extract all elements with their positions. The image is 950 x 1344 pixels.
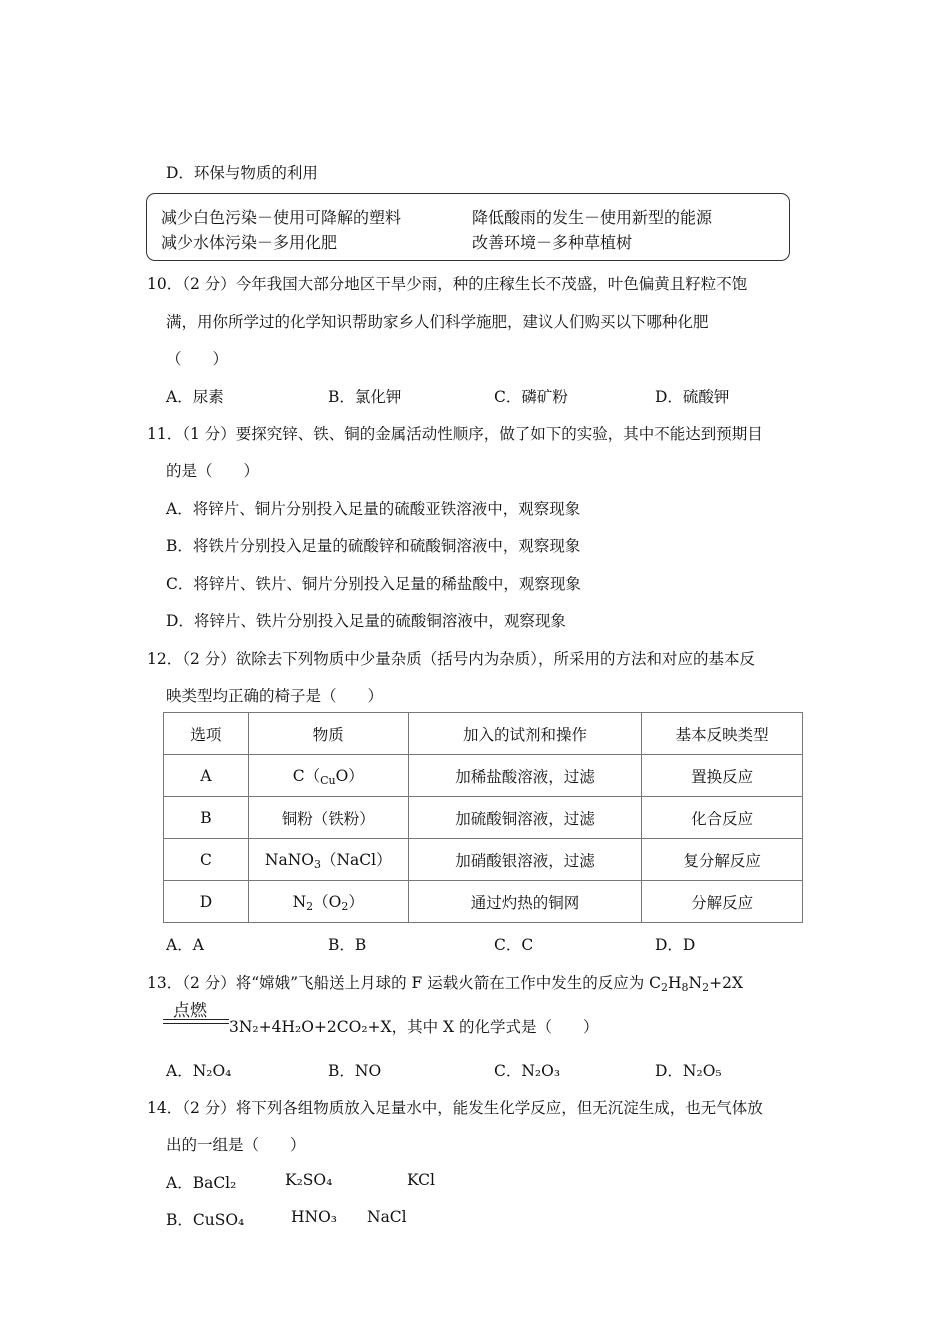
table-header: 基本反映类型 [642, 713, 803, 755]
table-cell-substance [248, 881, 408, 923]
q9-option-d-box [146, 193, 790, 261]
q14-option-b-label: B．CuSO₄ [166, 1211, 245, 1229]
substance-text: NaNO [264, 851, 314, 869]
q13-stem-text: 13．（2 分）将“嫦娥”飞船送上月球的 F 运载火箭在工作中发生的反应为 C [147, 974, 662, 992]
substance-mid: （O [313, 893, 342, 911]
q11-stem-line1: 11．（1 分）要探究锌、铁、铜的金属活动性顺序，做了如下的实验，其中不能达到预期目 [147, 425, 763, 443]
table-cell-substance [248, 839, 408, 881]
substance-text: C（ [292, 767, 321, 785]
box-cell-2-2: 改善环境－多种草植树 [472, 233, 633, 252]
table-row [164, 755, 803, 797]
box-cell-1-2: 减少水体污染－多用化肥 [161, 233, 338, 252]
formula-tail: +2X [709, 974, 743, 992]
q10-stem-line2: 满，用你所学过的化学知识帮助家乡人们科学施肥，建议人们购买以下哪种化肥 [166, 313, 709, 331]
table-header: 选项 [164, 713, 249, 755]
q9-option-d: D．环保与物质的利用 [166, 164, 318, 182]
q13-stem-line1 [147, 971, 743, 994]
q14-option-b-item3: NaCl [367, 1208, 407, 1226]
table-header: 加入的试剂和操作 [408, 713, 642, 755]
table-cell-substance: 铜粉（铁粉） [248, 797, 408, 839]
q11-option-c: C．将锌片、铁片、铜片分别投入足量的稀盐酸中，观察现象 [166, 575, 581, 593]
equals-line-top [163, 1019, 229, 1020]
box-cell-1-1: 减少白色污染－使用可降解的塑料 [161, 208, 402, 227]
table-cell-option: C [164, 839, 249, 881]
q10-option-c: C．磷矿粉 [494, 388, 568, 406]
table-cell-reagent: 加稀盐酸溶液，过滤 [408, 755, 642, 797]
q10-option-d: D．硫酸钾 [655, 388, 730, 406]
q12-stem-line1: 12．（2 分）欲除去下列物质中少量杂质（括号内为杂质），所采用的方法和对应的基本反 [147, 650, 756, 668]
q11-option-a: A．将锌片、铜片分别投入足量的硫酸亚铁溶液中，观察现象 [166, 500, 581, 518]
formula-sub: 2 [661, 981, 669, 994]
q12-option-c: C．C [494, 936, 534, 954]
substance-sub: 3 [313, 858, 321, 871]
substance-sub: 2 [306, 900, 314, 913]
q13-stem-line2: 3N₂+4H₂O+2CO₂+X，其中 X 的化学式是（ ） [229, 1018, 599, 1036]
substance-text: N [292, 893, 307, 911]
formula-sub: 8 [681, 981, 689, 994]
table-cell-type: 分解反应 [642, 881, 803, 923]
q11-option-d: D．将锌片、铁片分别投入足量的硫酸铜溶液中，观察现象 [166, 612, 566, 630]
q13-option-b: B．NO [328, 1062, 382, 1080]
q12-option-d: D．D [655, 936, 696, 954]
box-cell-2-1: 降低酸雨的发生－使用新型的能源 [472, 208, 713, 227]
q13-option-a: A．N₂O₄ [166, 1062, 232, 1080]
q10-stem-line3: （ ） [166, 350, 229, 368]
formula-element: H [668, 974, 682, 992]
q10-option-b: B．氯化钾 [328, 388, 402, 406]
table-cell-reagent: 加硝酸银溶液，过滤 [408, 839, 642, 881]
q14-stem-line1: 14．（2 分）将下列各组物质放入足量水中，能发生化学反应，但无沉淀生成，也无气体放 [147, 1099, 763, 1117]
table-cell-option: B [164, 797, 249, 839]
q14-option-b-item2: HNO₃ [291, 1208, 338, 1226]
q13-option-d: D．N₂O₅ [655, 1062, 722, 1080]
q11-option-b: B．将铁片分别投入足量的硫酸锌和硫酸铜溶液中，观察现象 [166, 537, 581, 555]
q13-option-c: C．N₂O₃ [494, 1062, 561, 1080]
q14-option-a-item3: KCl [407, 1171, 435, 1189]
q14-option-a-label: A．BaCl₂ [166, 1174, 237, 1192]
substance-sub: Cu [320, 774, 336, 787]
table-row [164, 881, 803, 923]
formula-element: N [688, 974, 703, 992]
table-cell-option: D [164, 881, 249, 923]
substance-sub: 2 [341, 900, 349, 913]
table-row [164, 839, 803, 881]
q11-stem-line2: 的是（ ） [166, 462, 260, 480]
table-row [164, 797, 803, 839]
table-header: 物质 [248, 713, 408, 755]
q14-option-a-item2: K₂SO₄ [285, 1171, 333, 1189]
q14-stem-line2: 出的一组是（ ） [166, 1136, 306, 1154]
table-header-row [164, 713, 803, 755]
q12-option-a: A．A [166, 936, 204, 954]
q10-option-a: A．尿素 [166, 388, 224, 406]
q10-stem-line1: 10．（2 分）今年我国大部分地区干旱少雨，种的庄稼生长不茂盛，叶色偏黄且籽粒不饱 [147, 275, 748, 293]
table-cell-type: 复分解反应 [642, 839, 803, 881]
table-cell-type: 化合反应 [642, 797, 803, 839]
table-cell-option: A [164, 755, 249, 797]
q12-table [163, 712, 803, 923]
table-cell-reagent: 加硫酸铜溶液，过滤 [408, 797, 642, 839]
ignition-label: 点燃 [173, 1001, 207, 1021]
substance-tail: （NaCl） [320, 851, 392, 869]
q12-option-b: B．B [328, 936, 367, 954]
table-cell-substance [248, 755, 408, 797]
substance-tail: O） [335, 767, 364, 785]
equals-line-bottom [163, 1023, 229, 1024]
formula-sub: 2 [702, 981, 710, 994]
table-cell-type: 置换反应 [642, 755, 803, 797]
table-cell-reagent: 通过灼热的铜网 [408, 881, 642, 923]
substance-tail: ） [348, 893, 364, 911]
q12-stem-line2: 映类型均正确的椅子是（ ） [166, 687, 384, 705]
